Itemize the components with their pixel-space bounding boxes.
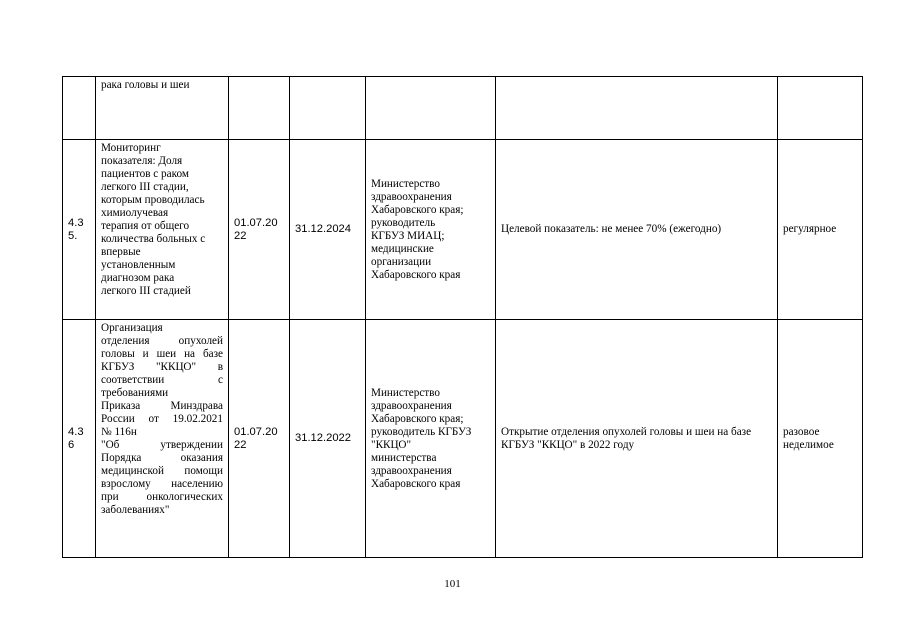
responsible-line: руководитель КГБУЗ bbox=[371, 425, 472, 438]
activity-name-line: пациентов с раком bbox=[101, 168, 189, 180]
row-number-cell bbox=[63, 320, 96, 558]
activity-name-cell bbox=[96, 77, 229, 140]
responsible-line: Хабаровского края bbox=[371, 477, 461, 490]
activity-name-line: головы и шеи на базе bbox=[101, 348, 223, 360]
activity-name-cell bbox=[96, 320, 229, 558]
activity-name-line: "Об утверждении bbox=[101, 439, 223, 451]
activity-name-line: КГБУЗ "ККЦО" в bbox=[101, 361, 223, 373]
activity-name-line: медицинской помощи bbox=[101, 465, 223, 477]
activity-name-line: количества больных с bbox=[101, 233, 206, 245]
responsible-line: здравоохранения bbox=[371, 464, 452, 477]
activity-name-line: заболеваниях" bbox=[101, 504, 170, 516]
activity-name-line: взрослому населению bbox=[101, 478, 223, 490]
start-date-cell bbox=[229, 77, 290, 140]
responsible-line: "ККЦО" bbox=[371, 438, 412, 451]
responsible-line: Хабаровского края; bbox=[371, 412, 464, 425]
end-date: 31.12.2022 bbox=[295, 432, 351, 444]
activity-name-line: Мониторинг bbox=[101, 142, 161, 154]
activity-name-line: Приказа Минздрава bbox=[101, 400, 223, 412]
responsible-cell bbox=[366, 77, 496, 140]
responsible-line: Хабаровского края; bbox=[371, 203, 464, 216]
activity-name-line: диагнозом рака bbox=[101, 272, 175, 284]
table-row bbox=[63, 77, 863, 140]
result-cell bbox=[496, 320, 778, 558]
activity-name-line: установленным bbox=[101, 259, 176, 271]
type-cell bbox=[778, 320, 863, 558]
end-date: 31.12.2024 bbox=[295, 223, 351, 235]
type-text: регулярное bbox=[783, 223, 837, 235]
responsible-line: здравоохранения bbox=[371, 190, 452, 203]
responsible-line: Министерство bbox=[371, 177, 440, 190]
responsible-line: Хабаровского края bbox=[371, 268, 461, 281]
activity-name-line: рака головы и шеи bbox=[101, 79, 190, 91]
activity-name-line: показателя: Доля bbox=[101, 155, 183, 167]
responsible-line: организации bbox=[371, 255, 432, 268]
activity-name-cell bbox=[96, 140, 229, 320]
responsible-line: здравоохранения bbox=[371, 399, 452, 412]
type-cell bbox=[778, 77, 863, 140]
start-date: 01.07.20 22 bbox=[234, 216, 278, 242]
activity-name-line: соответствии с bbox=[101, 374, 223, 386]
activity-name-line: России от 19.02.2021 bbox=[101, 413, 223, 425]
result-cell bbox=[496, 140, 778, 320]
start-date: 01.07.20 22 bbox=[234, 425, 278, 451]
activity-name-line: отделения опухолей bbox=[101, 335, 223, 347]
responsible-line: министерства bbox=[371, 451, 437, 464]
activity-name-line: при онкологических bbox=[101, 491, 223, 503]
table-row bbox=[63, 140, 863, 320]
row-number-cell bbox=[63, 77, 96, 140]
activity-name-line: № 116н bbox=[101, 426, 137, 438]
result-cell bbox=[496, 77, 778, 140]
end-date-cell bbox=[290, 320, 366, 558]
responsible-cell bbox=[366, 140, 496, 320]
table-row bbox=[63, 320, 863, 558]
row-number: 4.3 6 bbox=[68, 425, 84, 451]
type-text: разовое неделимое bbox=[783, 425, 834, 451]
start-date-cell bbox=[229, 320, 290, 558]
responsible-line: руководитель bbox=[371, 216, 436, 229]
activity-name-line: легкого III стадией bbox=[101, 285, 191, 297]
activity-name-line: легкого III стадии, bbox=[101, 181, 189, 193]
row-number-cell bbox=[63, 140, 96, 320]
end-date-cell bbox=[290, 77, 366, 140]
row-number: 4.3 5. bbox=[68, 216, 84, 242]
responsible-line: Министерство bbox=[371, 386, 440, 399]
activity-name-line: Организация bbox=[101, 322, 163, 334]
activity-name-line: требованиями bbox=[101, 387, 169, 399]
responsible-line: медицинские bbox=[371, 242, 434, 255]
responsible-line: КГБУЗ МИАЦ; bbox=[371, 229, 445, 242]
type-cell bbox=[778, 140, 863, 320]
result-text: Целевой показатель: не менее 70% (ежегодно) bbox=[501, 223, 722, 235]
activity-name-line: впервые bbox=[101, 246, 141, 258]
activity-name-line: Порядка оказания bbox=[101, 452, 223, 464]
plan-table bbox=[62, 76, 863, 558]
responsible-cell bbox=[366, 320, 496, 558]
activity-name-line: химиолучевая bbox=[101, 207, 169, 219]
end-date-cell bbox=[290, 140, 366, 320]
result-text: Открытие отделения опухолей головы и шеи на базе КГБУЗ "ККЦО" в 2022 году bbox=[501, 425, 752, 451]
start-date-cell bbox=[229, 140, 290, 320]
activity-name-line: терапия от общего bbox=[101, 220, 190, 232]
page-number: 101 bbox=[444, 578, 461, 590]
activity-name-line: которым проводилась bbox=[101, 194, 205, 206]
